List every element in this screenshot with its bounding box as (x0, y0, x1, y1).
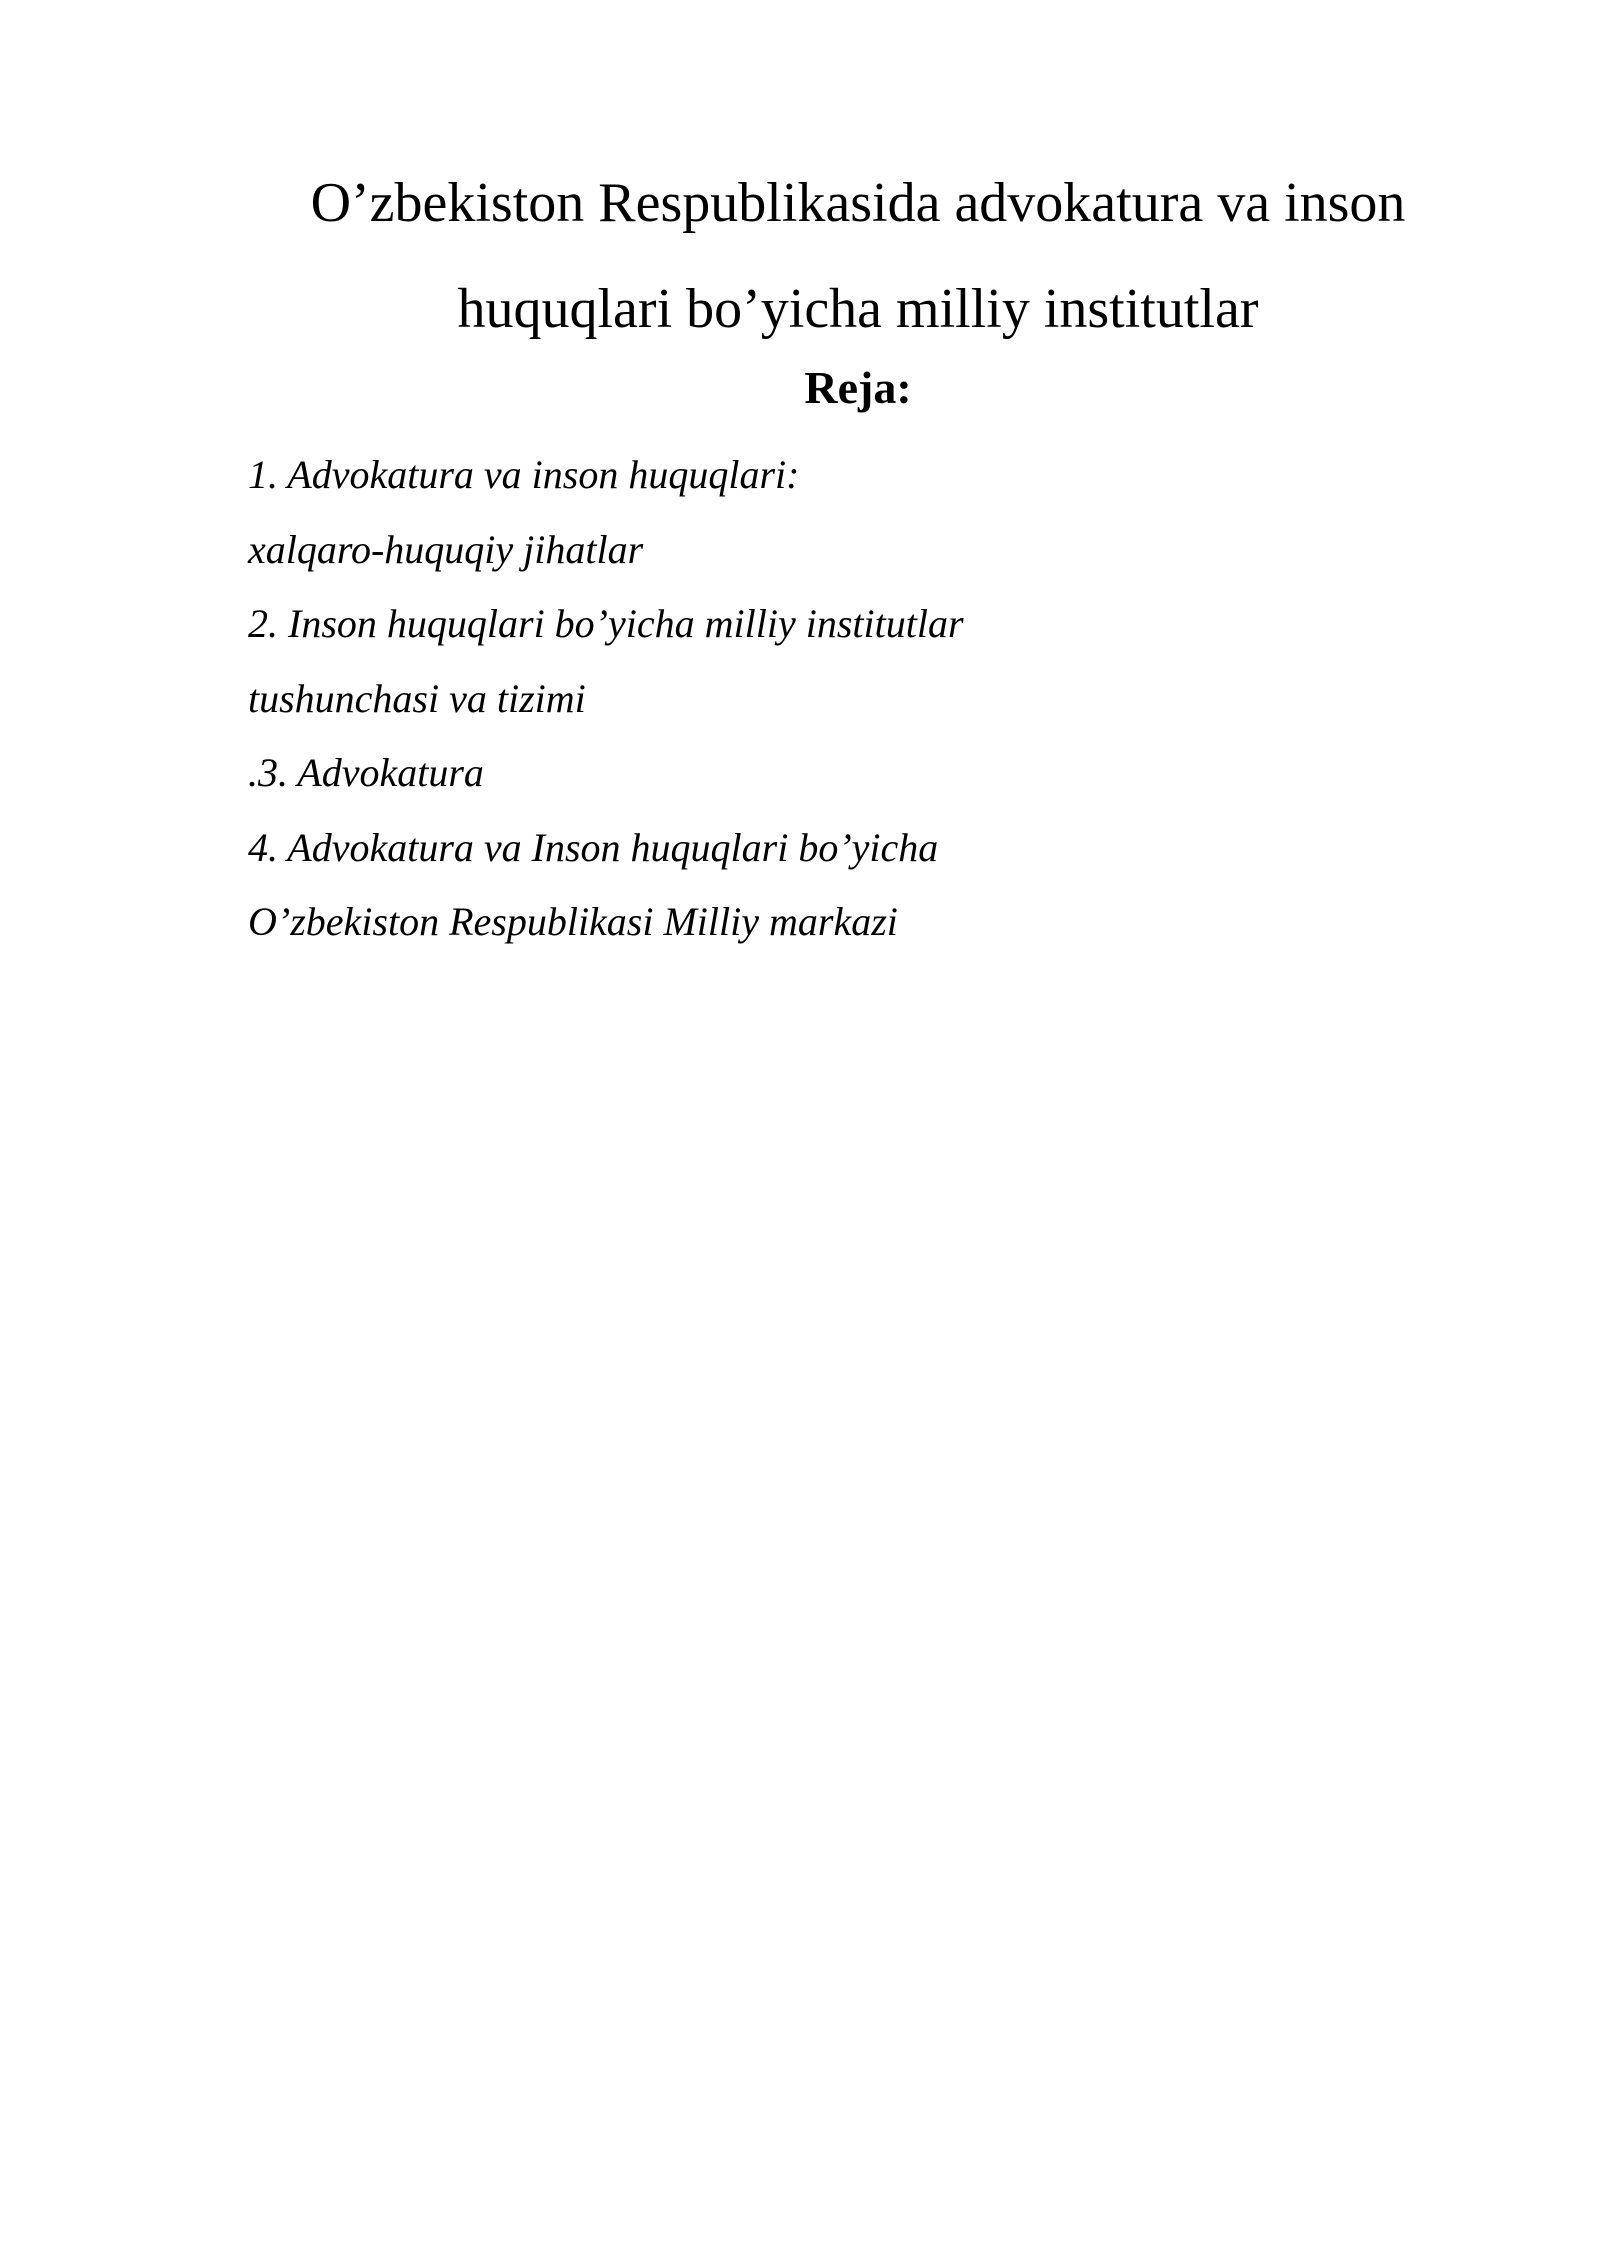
plan-line-3: 2. Inson huquqlari bo’yicha milliy institutlar (248, 601, 964, 646)
plan-heading: Reja: (804, 362, 912, 413)
plan-line-1: 1. Advokatura va inson huquqlari: (248, 452, 800, 497)
plan-list (248, 438, 1448, 960)
plan-line-4: tushunchasi va tizimi (248, 675, 586, 721)
title-line-2: huquqlari bo’yicha milliy institutlar (457, 278, 1259, 340)
plan-line-2: xalqaro-huquqiy jihatlar (248, 526, 644, 572)
title-line-1: O’zbekiston Respublikasida advokatura va inson (310, 172, 1406, 234)
document-title (250, 150, 1466, 362)
plan-line-5: .3. Advokatura (248, 750, 484, 795)
plan-line-7: O’zbekiston Respublikasi Milliy markazi (248, 899, 898, 944)
plan-line-6: 4. Advokatura va Inson huquqlari bo’yicha (248, 824, 939, 870)
